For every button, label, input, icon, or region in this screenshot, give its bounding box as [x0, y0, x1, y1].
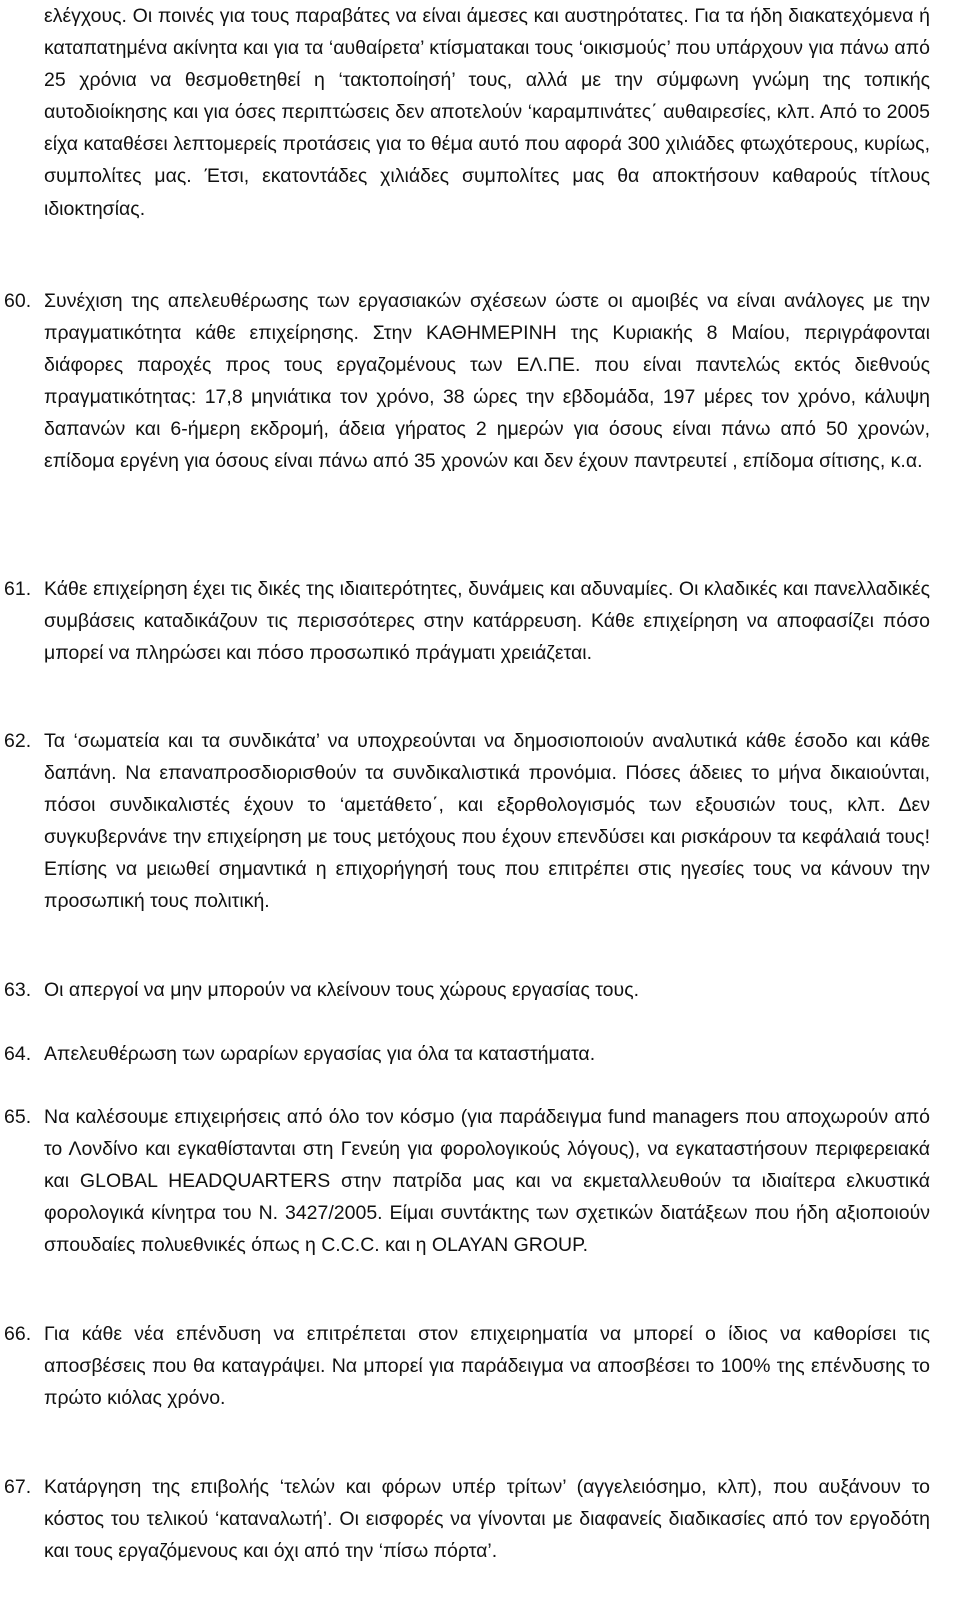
- item-text: Τα ‘σωματεία και τα συνδικάτα’ να υποχρεούνται να δημοσιοποιούν αναλυτικά κάθε έσοδο και κάθε δαπάνη. Να επαναπροσδιορισθούν τα συνδικαλιστικά προνόμια. Πόσες άδειες το μήνα δικαιούνται, πόσοι συνδικαλιστές έχουν το ‘αμετάθετο΄, και εξορθολογισμός των εξουσιών τους, κλπ. Δεν συγκυβερνάνε την επιχείρηση με τους μετόχους που έχουν επενδύσει και ρισκάρουν τα κεφάλαιά τους! Επίσης να μειωθεί σημαντικά η επιχορήγησή τους που επιτρέπει στις ηγεσίες τους να κάνουν την προσωπική τους πολιτική.: [44, 730, 930, 913]
- item-number: 65.: [4, 1106, 32, 1128]
- item-text: Να καλέσουμε επιχειρήσεις από όλο τον κόσμο (για παράδειγμα fund managers που αποχωρούν από το Λονδίνο και εγκαθίστανται στη Γενεύη για φορολογικούς λόγους), να εγκαταστήσουν περιφερειακά και GLOBAL HEADQUARTERS στην πατρίδα μας και να εκμεταλλευθούν τα ιδιαίτερα ελκυστικά φορολογικά κίνητρα του Ν. 3427/2005. Είμαι συντάκτης των σχετικών διατάξεων που ήδη αξιοποιούν σπουδαίες πολυεθνικές όπως η C.C.C. και η OLAYAN GROUP.: [44, 1106, 930, 1257]
- item-text: Κατάργηση της επιβολής ‘τελών και φόρων υπέρ τρίτων’ (αγγελειόσημο, κλπ), που αυξάνουν το κόστος του τελικού ‘καταναλωτή’. Οι εισφορές να γίνονται με διαφανείς διαδικασίες από τον εργοδότη και τους εργαζόμενους και όχι από την ‘πίσω πόρτα’.: [44, 1476, 930, 1563]
- item-number: 60.: [4, 290, 32, 312]
- item-number: 63.: [4, 979, 32, 1001]
- item-text: Απελευθέρωση των ωραρίων εργασίας για όλα τα καταστήματα.: [44, 1043, 596, 1065]
- item-number: 66.: [4, 1323, 32, 1345]
- item-text: Συνέχιση της απελευθέρωσης των εργασιακών σχέσεων ώστε οι αμοιβές να είναι ανάλογες με την πραγματικότητα κάθε επιχείρησης. Στην ΚΑΘΗΜΕΡΙΝΗ της Κυριακής 8 Μαίου, περιγράφονται διάφορες παροχές προς τους εργαζομένους των ΕΛ.ΠΕ. που είναι παντελώς εκτός διεθνούς πραγματικότητας: 17,8 μηνιάτικα τον χρόνο, 38 ώρες την εβδομάδα, 197 μέρες τον χρόνο, κάλυψη δαπανών και 6-ήμερη εκδρομή, άδεια γήρατος 2 ημερών για όσους είναι πάνω από 50 χρονών, επίδομα εργένη για όσους είναι πάνω από 35 χρονών και δεν έχουν παντρευτεί , επίδομα σίτισης, κ.α.: [44, 290, 930, 473]
- item-number: 67.: [4, 1476, 32, 1498]
- item-number: 64.: [4, 1043, 32, 1065]
- item-text: Κάθε επιχείρηση έχει τις δικές της ιδιαιτερότητες, δυνάμεις και αδυναμίες. Οι κλαδικές και πανελλαδικές συμβάσεις καταδικάζουν τις περισσότερες στην κατάρρευση. Κάθε επιχείρηση να αποφασίζει πόσο μπορεί να πληρώσει και πόσο προσωπικό πράγματι χρειάζεται.: [44, 578, 930, 665]
- item-number: 61.: [4, 578, 32, 600]
- item-text: Για κάθε νέα επένδυση να επιτρέπεται στον επιχειρηματία να μπορεί ο ίδιος να καθορίσει τις αποσβέσεις που θα καταγράψει. Να μπορεί για παράδειγμα να αποσβέσει το 100% της επένδυσης το πρώτο κιόλας χρόνο.: [44, 1323, 930, 1410]
- item-number: 62.: [4, 730, 32, 752]
- item-text: Οι απεργοί να μην μπορούν να κλείνουν τους χώρους εργασίας τους.: [44, 979, 640, 1001]
- lead-paragraph: ελέγχους. Οι ποινές για τους παραβάτες να είναι άμεσες και αυστηρότατες. Για τα ήδη διακατεχόμενα ή καταπατημένα ακίνητα και για τα ‘αυθαίρετα’ κτίσματακαι τους ‘οικισμούς’ που υπάρχουν για πάνω από 25 χρόνια να θεσμοθετηθεί η ‘τακτοποίησή’ τους, αλλά με την σύμφωνη γνώμη της τοπικής αυτοδιοίκησης και για όσες περιπτώσεις δεν αποτελούν ‘καραμπινάτες΄ αυθαιρεσίες, κλπ. Από το 2005 είχα καταθέσει λεπτομερείς προτάσεις για το θέμα αυτό που αφορά 300 χιλιάδες φτωχότερους, κυρίως, συμπολίτες μας. Έτσι, εκατοντάδες χιλιάδες συμπολίτες μας θα αποκτήσουν καθαρούς τίτλους ιδιοκτησίας.: [44, 5, 930, 220]
